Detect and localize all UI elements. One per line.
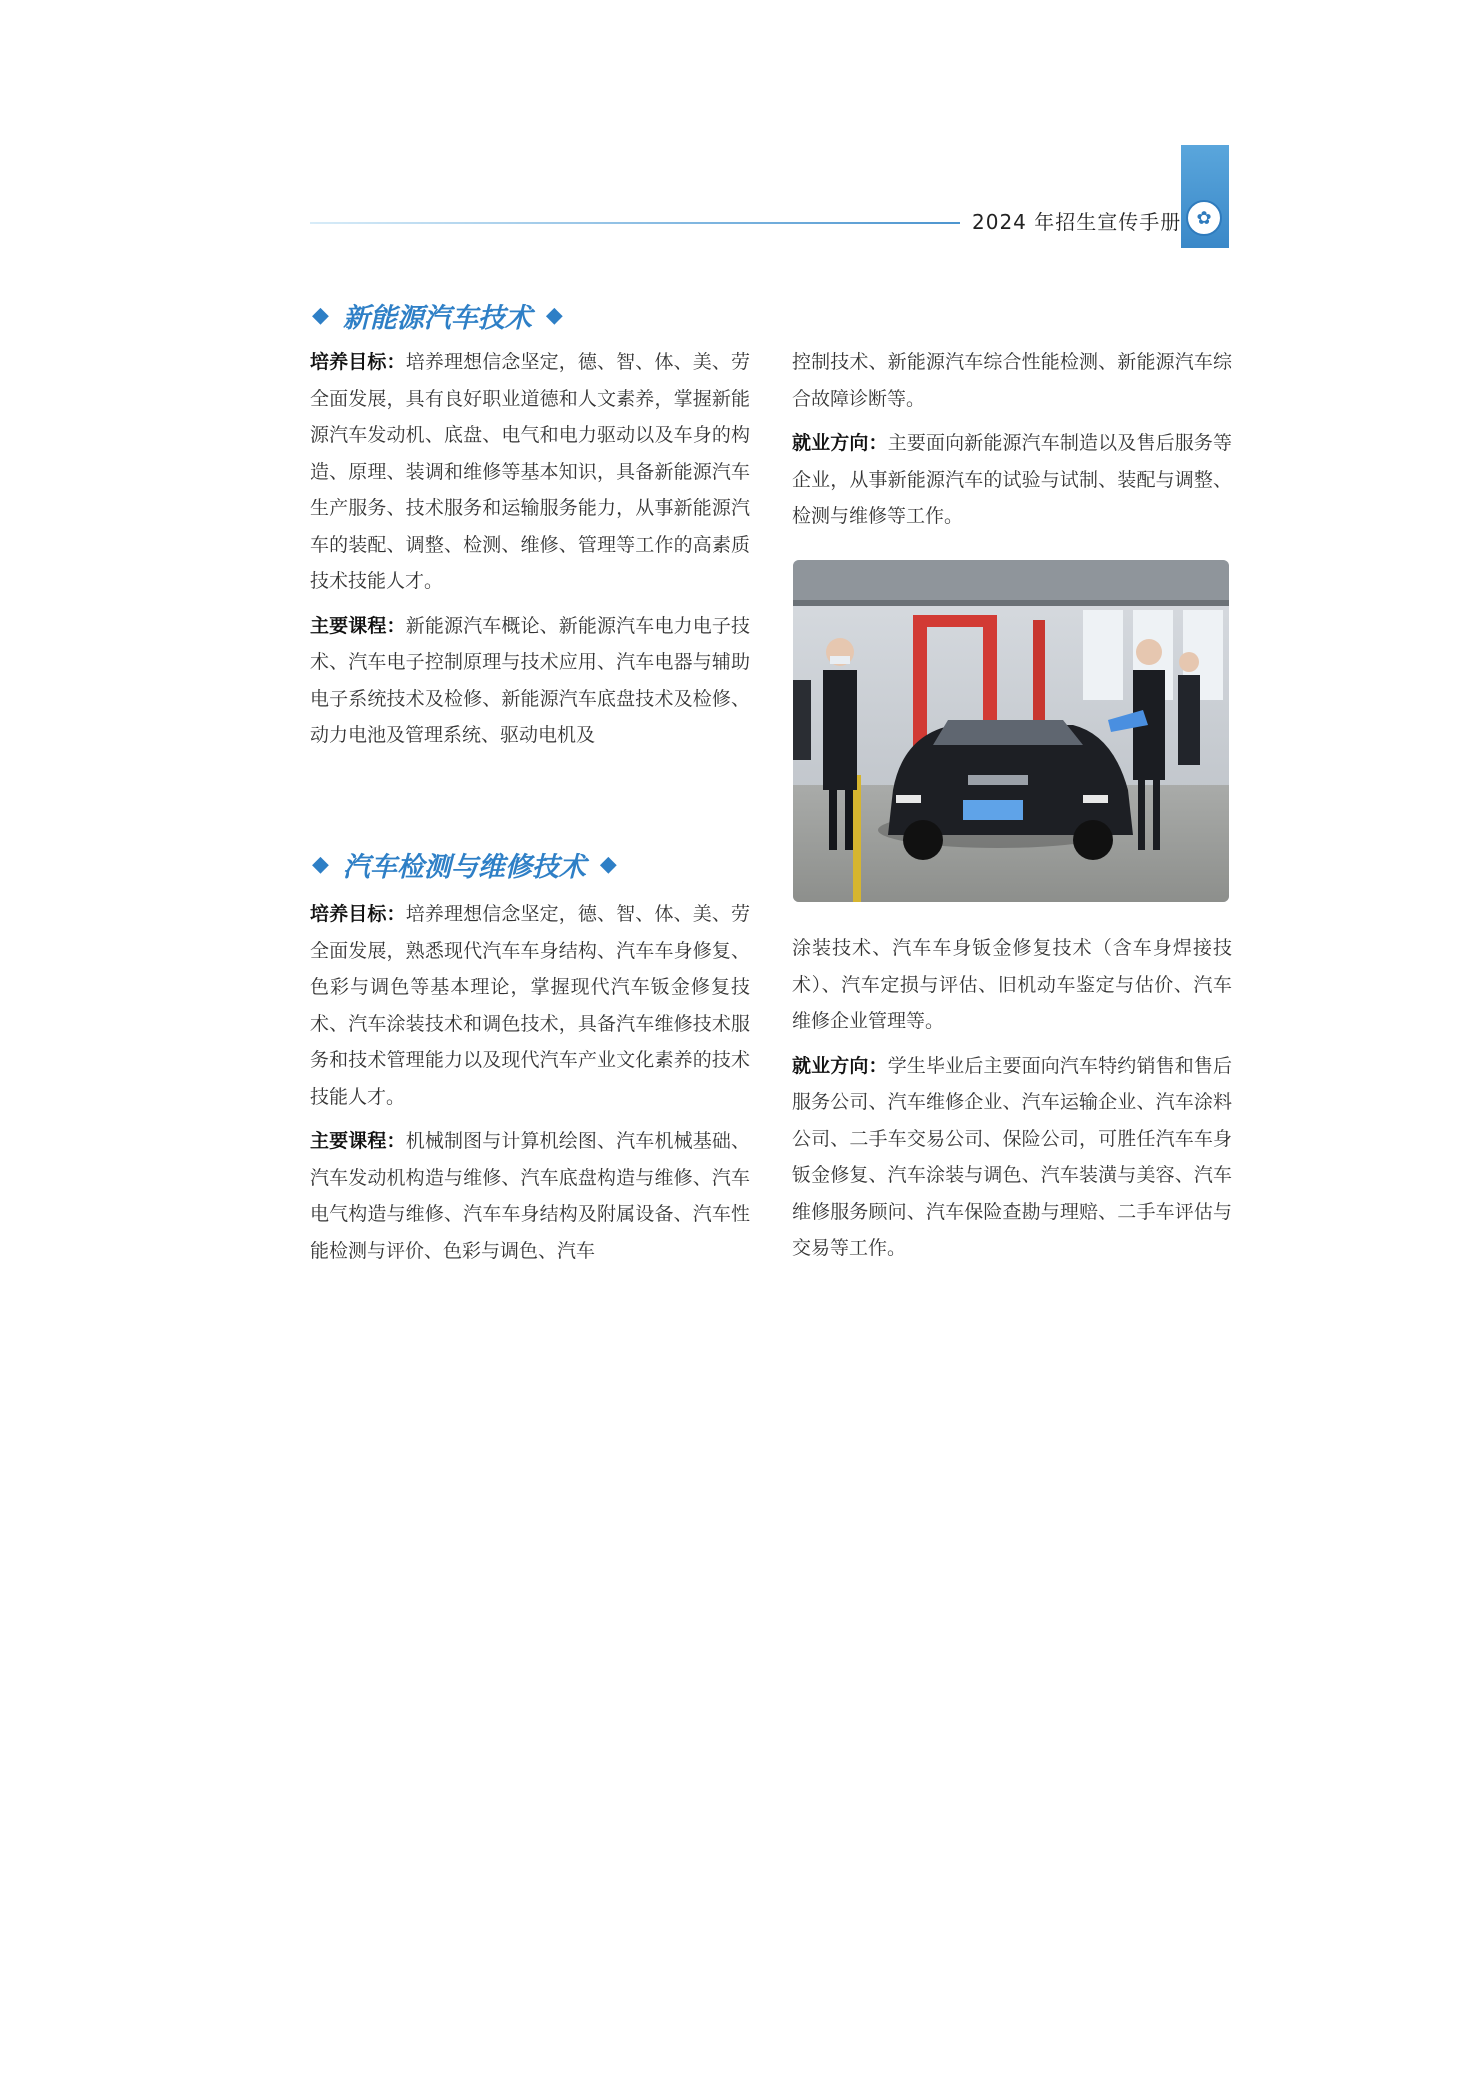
section-title-text: 汽车检测与维修技术 (342, 852, 586, 883)
auto-courses-continued: 涂装技术、汽车车身钣金修复技术（含车身焊接技术）、汽车定损与评估、旧机动车鉴定与估价、汽车维修企业管理等。 (792, 937, 1232, 1032)
courses-text: 机械制图与计算机绘图、汽车机械基础、汽车发动机构造与维修、汽车底盘构造与维修、汽车电气构造与维修、汽车车身结构及附属设备、汽车性能检测与评价、色彩与调色、汽车 (310, 1130, 750, 1262)
nev-courses-continued: 控制技术、新能源汽车综合性能检测、新能源汽车综合故障诊断等。 (792, 351, 1232, 410)
nev-goal-paragraph (310, 344, 750, 600)
courses-label: 主要课程： (310, 1130, 406, 1152)
goal-text: 培养理想信念坚定，德、智、体、美、劳全面发展，具有良好职业道德和人文素养，掌握新能源汽车发动机、底盘、电气和电力驱动以及车身的构造、原理、装调和维修等基本知识，具备新能源汽车生产服务、技术服务和运输服务能力，从事新能源汽车的装配、调整、检测、维修、管理等工作的高素质技术技能人才。 (310, 351, 750, 592)
auto-left-column (310, 896, 750, 1277)
courses-label: 主要课程： (310, 614, 406, 637)
section-title-text: 新能源汽车技术 (342, 303, 532, 334)
career-label: 就业方向： (792, 432, 888, 454)
diamond-icon: ◆ (545, 303, 563, 328)
diamond-icon: ◆ (599, 852, 617, 877)
career-label: 就业方向： (792, 1054, 888, 1077)
auto-courses-paragraph (310, 1123, 750, 1269)
section-title-auto-repair (312, 845, 617, 884)
nev-right-column (792, 344, 1232, 543)
auto-goal-paragraph (310, 896, 750, 1115)
nev-courses-paragraph (310, 608, 750, 754)
diamond-icon: ◆ (312, 852, 329, 877)
nev-career-paragraph (792, 425, 1232, 535)
goal-label: 培养目标： (310, 903, 406, 925)
career-text: 主要面向新能源汽车制造以及售后服务等企业，从事新能源汽车的试验与试制、装配与调整、检测与维修等工作。 (792, 432, 1232, 527)
brochure-title: 2024 年招生宣传手册 (972, 210, 1182, 234)
auto-career-paragraph (792, 1048, 1232, 1267)
goal-label: 培养目标： (310, 351, 406, 373)
school-emblem-icon: ✿ (1186, 200, 1222, 236)
nev-left-column (310, 344, 750, 762)
goal-text: 培养理想信念坚定，德、智、体、美、劳全面发展，熟悉现代汽车车身结构、汽车车身修复、色彩与调色等基本理论，掌握现代汽车钣金修复技术、汽车涂装技术和调色技术，具备汽车维修技术服务和技术管理能力以及现代汽车产业文化素养的技术技能人才。 (310, 903, 750, 1108)
workshop-photo (793, 560, 1229, 902)
section-title-nev (312, 296, 563, 335)
career-text: 学生毕业后主要面向汽车特约销售和售后服务公司、汽车维修企业、汽车运输企业、汽车涂料公司、二手车交易公司、保险公司，可胜任汽车车身钣金修复、汽车涂装与调色、汽车装潢与美容、汽车维修服务顾问、汽车保险查勘与理赔、二手车评估与交易等工作。 (792, 1054, 1232, 1259)
auto-right-column (792, 930, 1232, 1275)
diamond-icon: ◆ (312, 303, 329, 328)
courses-text: 新能源汽车概论、新能源汽车电力电子技术、汽车电子控制原理与技术应用、汽车电器与辅助电子系统技术及检修、新能源汽车底盘技术及检修、动力电池及管理系统、驱动电机及 (310, 614, 750, 746)
header-rule (310, 222, 960, 224)
